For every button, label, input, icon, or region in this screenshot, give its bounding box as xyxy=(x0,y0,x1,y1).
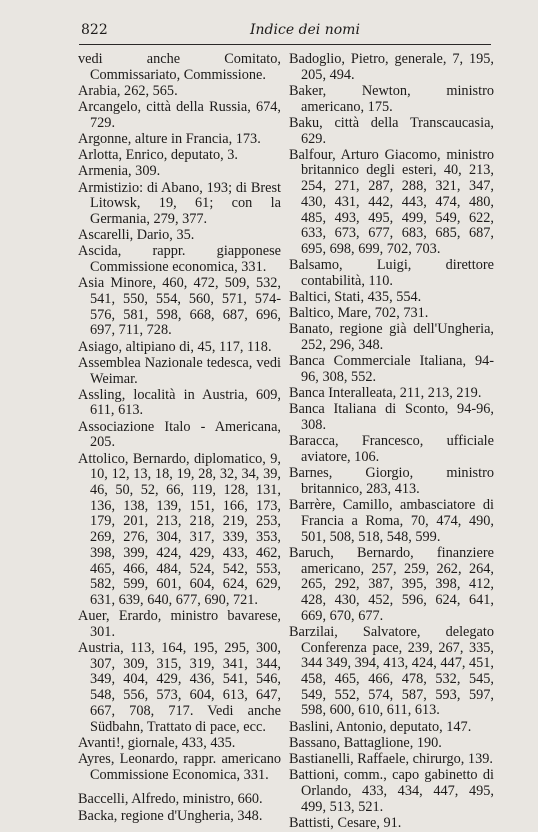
index-entry: Banato, regione già dell'Ungheria, 252, 296, 348. xyxy=(289,321,494,354)
index-entry: Arcangelo, città della Russia, 674, 729. xyxy=(78,99,281,131)
index-entry: Attolico, Bernardo, diplomatico, 9, 10, 12, 13, 18, 19, 28, 32, 34, 39, 46, 50, 52, 66, 119, 128, 131, 136, 138, 139, 151, 166, 173, 179, 201, 213, 218, 219, 253, 269, 276, 304, 317, 339, 353, 398, 399, 424, 429, 433, 462, 465, 466, 484, 524, 542, 553, 582, 599, 601, 604, 624, 629, 631, 639, 640, 677, 690, 721. xyxy=(78,450,281,608)
index-entry: Battioni, comm., capo gabinetto di Orlando, 433, 434, 447, 495, 499, 513, 521. xyxy=(289,767,494,815)
index-entry: Banca Commerciale Italiana, 94-96, 308, 552. xyxy=(289,353,494,386)
index-entry: Backa, regione d'Ungheria, 348. xyxy=(78,807,263,824)
index-entry: Barrère, Camillo, ambasciatore di Francia a Roma, 70, 474, 490, 501, 508, 518, 548, 599. xyxy=(289,497,494,545)
index-entry: Baccelli, Alfredo, ministro, 660. xyxy=(78,791,263,808)
index-entry: Baltici, Stati, 435, 554. xyxy=(289,289,422,306)
index-column-left xyxy=(78,52,281,825)
index-entry: Baruch, Bernardo, finanziere americano, 257, 259, 262, 264, 265, 292, 387, 395, 398, 412, 428, 430, 452, 596, 624, 641, 669, 670, 677. xyxy=(289,544,494,624)
index-entry: Armistizio: di Abano, 193; di Brest Litowsk, 19, 61; con la Germania, 279, 377. xyxy=(78,179,281,228)
index-entry: Baltico, Mare, 702, 731. xyxy=(289,305,429,322)
index-entry: Auer, Erardo, ministro bavarese, 301. xyxy=(78,608,281,640)
index-entry: Banca Italiana di Sconto, 94-96, 308. xyxy=(289,401,494,434)
index-entry: Baslini, Antonio, deputato, 147. xyxy=(289,718,472,735)
index-entry: vedi anche Comitato, Commissariato, Commissione. xyxy=(78,51,281,83)
running-title: Indice dei nomi xyxy=(250,22,360,38)
index-entry: Baku, città della Transcaucasia, 629. xyxy=(289,114,494,147)
index-entry: Balfour, Arturo Giacomo, ministro britannico degli esteri, 40, 213, 254, 271, 287, 288, 321, 347, 430, 431, 442, 443, 474, 480, 485, 493, 495, 499, 549, 622, 633, 673, 677, 683, 685, 687, 695, 698, 699, 702, 703. xyxy=(289,146,494,257)
index-entry: Armenia, 309. xyxy=(78,163,161,180)
index-entry: Banca Interalleata, 211, 213, 219. xyxy=(289,385,482,402)
index-entry: Arlotta, Enrico, deputato, 3. xyxy=(78,147,239,164)
index-entry: Assling, località in Austria, 609, 611, 613. xyxy=(78,386,281,419)
index-entry: Argonne, alture in Francia, 173. xyxy=(78,131,261,148)
index-entry: Ascida, rappr. giapponese Commissione economica, 331. xyxy=(78,243,281,276)
index-entry: Ascarelli, Dario, 35. xyxy=(78,227,195,244)
index-entry: Barnes, Giorgio, ministro britannico, 283, 413. xyxy=(289,465,494,497)
index-entry: Bastianelli, Raffaele, chirurgo, 139. xyxy=(289,750,493,767)
page-number: 822 xyxy=(81,22,108,38)
index-entry: Assemblea Nazionale tedesca, vedi Weimar. xyxy=(78,354,281,387)
index-entry: Balsamo, Luigi, direttore contabilità, 110. xyxy=(289,257,494,289)
index-column-right xyxy=(289,52,494,832)
index-entry: Asia Minore, 460, 472, 509, 532, 541, 550, 554, 560, 571, 574-576, 581, 598, 668, 687, 696, 697, 711, 728. xyxy=(78,275,281,339)
index-entry: Austria, 113, 164, 195, 295, 300, 307, 309, 315, 319, 341, 344, 349, 404, 429, 436, 541, 546, 548, 556, 573, 604, 613, 647, 667, 708, 717. Vedi anche Südbahn, Trattato di pace, ecc. xyxy=(78,640,281,735)
header-rule xyxy=(79,44,491,45)
index-entry: Baker, Newton, ministro americano, 175. xyxy=(289,82,494,115)
index-entry: Asiago, altipiano di, 45, 117, 118. xyxy=(78,338,272,355)
index-entry: Bassano, Battaglione, 190. xyxy=(289,734,442,751)
index-entry: Baracca, Francesco, ufficiale aviatore, 106. xyxy=(289,433,494,466)
index-entry: Badoglio, Pietro, generale, 7, 195, 205, 494. xyxy=(289,51,494,83)
index-entry: Arabia, 262, 565. xyxy=(78,82,178,99)
index-entry: Barzilai, Salvatore, delegato Conferenza pace, 239, 267, 335, 344 349, 394, 413, 424, 447, 451, 458, 465, 466, 478, 532, 545, 549, 552, 574, 587, 593, 597, 598, 600, 610, 611, 613. xyxy=(289,623,495,719)
index-entry: Ayres, Leonardo, rappr. americano Commissione Economica, 331. xyxy=(78,750,281,783)
index-entry: Associazione Italo - Americana, 205. xyxy=(78,418,281,451)
index-entry: Avanti!, giornale, 433, 435. xyxy=(78,734,236,751)
index-entry: Battisti, Cesare, 91. xyxy=(289,814,402,831)
